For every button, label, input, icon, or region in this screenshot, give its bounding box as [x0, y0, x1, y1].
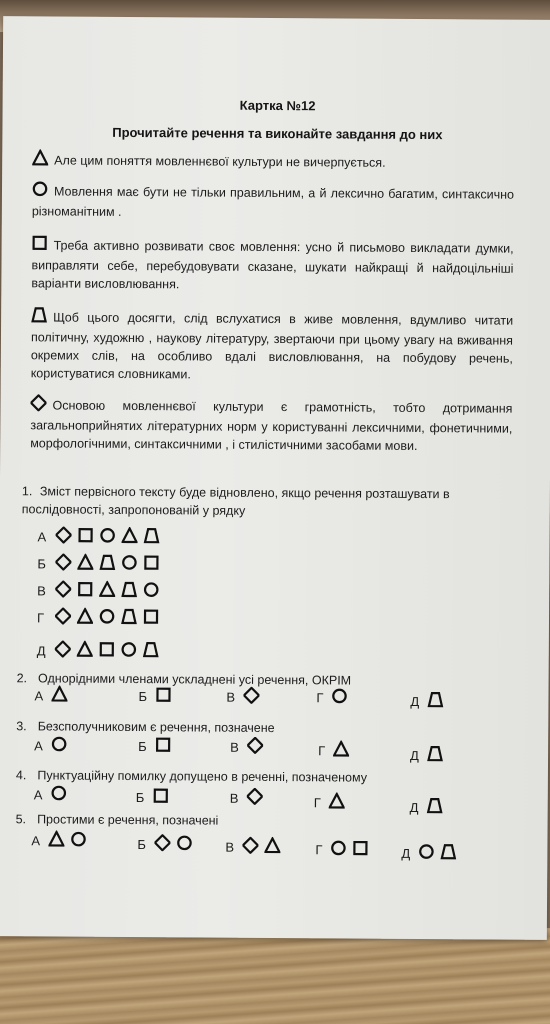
option-symbols: [51, 735, 73, 755]
option-symbols: [247, 737, 269, 757]
diamond-icon: [242, 837, 258, 857]
circle-icon: [331, 687, 347, 707]
option-letter: А: [31, 832, 41, 848]
option-letter: Г: [36, 609, 45, 625]
q4-option-v[interactable]: [230, 788, 269, 808]
option-symbols: [55, 553, 165, 574]
q5-option-b[interactable]: [137, 834, 198, 854]
sentence-circle: [32, 180, 514, 223]
option-symbols: [152, 787, 174, 807]
question-1: [22, 482, 522, 521]
option-letter: Б: [138, 738, 147, 754]
option-symbols: [333, 740, 355, 760]
diamond-icon: [55, 640, 71, 660]
option-symbols: [246, 788, 268, 808]
option-letter: Д: [36, 642, 46, 658]
trapezoid-icon: [144, 527, 160, 547]
option-letter: Г: [316, 689, 324, 705]
square-icon: [32, 234, 48, 256]
diamond-icon: [55, 607, 71, 627]
option-symbols: [427, 691, 449, 711]
q3-option-b[interactable]: [138, 736, 177, 756]
triangle-icon: [77, 554, 93, 574]
q1-option-d[interactable]: [37, 640, 165, 661]
q3-option-v[interactable]: [230, 737, 269, 757]
option-symbols: [329, 792, 351, 812]
trapezoid-icon: [427, 745, 443, 765]
option-symbols: [426, 797, 448, 817]
question-text: Безсполучниковим є речення, позначене: [37, 719, 275, 736]
square-icon: [155, 686, 171, 706]
square-icon: [77, 581, 93, 601]
option-symbols: [243, 687, 265, 707]
triangle-icon: [77, 641, 93, 661]
question-text: Однорідними членами ускладнені усі речення, ОКРІМ: [38, 671, 352, 688]
option-letter: Д: [410, 747, 419, 763]
circle-icon: [100, 527, 116, 547]
option-letter: Г: [313, 794, 321, 810]
option-symbols: [50, 784, 72, 804]
option-symbols: [154, 834, 198, 854]
q1-option-a[interactable]: [38, 526, 166, 547]
triangle-icon: [329, 792, 345, 812]
sentence-text: Щоб цього досягти, слід вслухатися в живе мовлення, вдумливо читати політичну, художню , наукову літературу, звертаючи при цьому увагу на вживання окремих слів, на особливо вдалі висловлювання, на побудову речень, користуватися словниками.: [30, 310, 514, 382]
triangle-icon: [264, 837, 280, 857]
question-number: 1.: [21, 484, 33, 499]
diamond-icon: [55, 580, 71, 600]
q1-option-v[interactable]: [37, 580, 165, 601]
question-number: 3.: [16, 719, 27, 734]
circle-icon: [70, 831, 86, 851]
option-letter: В: [229, 790, 239, 806]
q2-option-b[interactable]: [138, 686, 177, 706]
q5-option-v[interactable]: [225, 837, 286, 857]
circle-icon: [121, 641, 137, 661]
option-symbols: [427, 745, 449, 765]
option-symbols: [56, 526, 166, 547]
option-symbols: [330, 839, 374, 859]
option-letter: Д: [401, 845, 411, 861]
trapezoid-icon: [121, 608, 137, 628]
q2-option-g[interactable]: [316, 687, 353, 707]
square-icon: [78, 527, 94, 547]
question-2: [17, 669, 517, 690]
option-letter: А: [37, 528, 47, 544]
square-icon: [143, 608, 159, 628]
option-letter: А: [34, 737, 43, 753]
q4-option-d[interactable]: [410, 797, 449, 817]
q3-option-g[interactable]: [318, 740, 355, 760]
square-icon: [99, 641, 115, 661]
sentence-text: Треба активно розвивати своє мовлення: усно й письмово викладати думки, виправляти себе, перебудовувати сказане, шукати найкращі й найдоцільніші варіанти висловлювання.: [31, 238, 514, 292]
q1-option-b[interactable]: [37, 553, 165, 574]
question-text: Зміст первісного тексту буде відновлено, якщо речення розташувати в послідовності, запропонованій у рядку: [21, 484, 450, 518]
question-text: Простими є речення, позначені: [37, 812, 219, 828]
square-icon: [152, 787, 168, 807]
option-letter: Б: [137, 836, 147, 852]
option-letter: Д: [410, 693, 420, 709]
q4-option-a[interactable]: [34, 784, 73, 804]
trapezoid-icon: [31, 306, 47, 328]
question-text: Пунктуаційну помилку допущено в реченні, позначеному: [37, 768, 368, 785]
option-symbols: [155, 736, 177, 756]
circle-icon: [176, 834, 192, 854]
worksheet-card: [0, 16, 550, 940]
question-number: 2.: [16, 671, 28, 686]
square-icon: [143, 554, 159, 574]
option-letter: В: [37, 582, 46, 598]
square-icon: [352, 840, 368, 860]
diamond-icon: [246, 788, 262, 808]
sentence-text: Основою мовленнєвої культури є грамотність, тобто дотримання загальноприйнятих літературних норм у користуванні лексичними, фонетичними, морфологічними, синтаксичними , і стилістичними засобами мови.: [30, 398, 513, 453]
circle-icon: [143, 581, 159, 601]
question-4: [16, 766, 516, 787]
option-letter: Б: [135, 789, 145, 805]
diamond-icon: [55, 553, 71, 573]
trapezoid-icon: [99, 554, 115, 574]
option-letter: В: [230, 739, 239, 755]
triangle-icon: [32, 149, 48, 171]
question-number: 4.: [15, 768, 27, 783]
q2-option-a[interactable]: [34, 685, 73, 705]
option-letter: А: [33, 786, 43, 802]
trapezoid-icon: [143, 641, 159, 661]
triangle-icon: [333, 740, 349, 760]
q3-option-d[interactable]: [410, 745, 449, 765]
sentence-square: [31, 234, 513, 295]
circle-icon: [330, 839, 346, 859]
option-symbols: [242, 837, 286, 857]
diamond-icon: [154, 834, 170, 854]
option-symbols: [55, 580, 165, 601]
q5-option-a[interactable]: [31, 830, 92, 850]
sentence-diamond: [30, 394, 512, 455]
option-symbols: [48, 830, 92, 850]
option-letter: В: [226, 689, 236, 705]
circle-icon: [99, 608, 115, 628]
circle-icon: [32, 180, 48, 202]
circle-icon: [50, 784, 66, 804]
trapezoid-icon: [121, 581, 137, 601]
q2-option-d[interactable]: [410, 691, 449, 711]
option-letter: Д: [409, 799, 419, 815]
option-letter: Б: [138, 688, 148, 704]
q4-option-b[interactable]: [136, 787, 175, 807]
diamond-icon: [56, 526, 72, 546]
q1-option-g[interactable]: [37, 607, 165, 628]
circle-icon: [121, 554, 137, 574]
card-instruction: Прочитайте речення та виконайте завдання до них: [112, 124, 443, 143]
trapezoid-icon: [440, 843, 456, 863]
desk-wood-surface: [0, 928, 550, 1024]
trapezoid-icon: [427, 691, 443, 711]
option-symbols: [418, 843, 462, 863]
q3-option-a[interactable]: [34, 735, 73, 755]
circle-icon: [418, 843, 434, 863]
trapezoid-icon: [426, 797, 442, 817]
option-letter: Г: [318, 742, 326, 758]
option-letter: В: [225, 839, 235, 855]
card-title: Картка №12: [239, 97, 316, 114]
triangle-icon: [77, 608, 93, 628]
option-letter: Г: [315, 841, 323, 857]
sentence-trapezoid: [31, 306, 514, 385]
triangle-icon: [99, 581, 115, 601]
option-letter: А: [34, 687, 44, 703]
q2-option-v[interactable]: [226, 687, 265, 707]
sentence-triangle: [32, 149, 514, 174]
question-3: [16, 717, 516, 738]
option-symbols: [55, 640, 165, 661]
sentence-text: Але цим поняття мовленнєвої культури не вичерпується.: [54, 153, 386, 170]
circle-icon: [51, 735, 67, 755]
option-symbols: [51, 685, 73, 705]
q4-option-g[interactable]: [314, 792, 351, 812]
diamond-icon: [30, 394, 46, 416]
triangle-icon: [122, 527, 138, 547]
option-letter: Б: [37, 555, 46, 571]
square-icon: [155, 736, 171, 756]
option-symbols: [155, 686, 177, 706]
option-symbols: [55, 607, 165, 628]
q5-option-d[interactable]: [401, 843, 462, 863]
sentence-text: Мовлення має бути не тільки правильним, а й лексично багатим, синтаксично різноманітним .: [31, 184, 515, 219]
diamond-icon: [247, 737, 263, 757]
triangle-icon: [48, 830, 64, 850]
option-symbols: [331, 687, 353, 707]
diamond-icon: [243, 687, 259, 707]
triangle-icon: [51, 685, 67, 705]
question-number: 5.: [15, 812, 27, 827]
q5-option-g[interactable]: [315, 839, 374, 859]
